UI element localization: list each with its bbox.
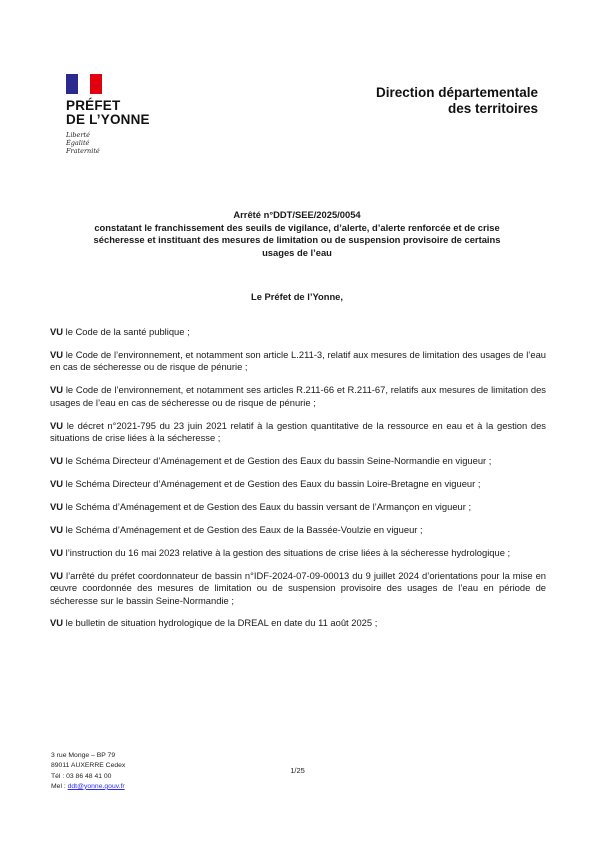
vu-item [50,420,546,445]
vu-text: l’instruction du 16 mai 2023 relative à la gestion des situations de crise liées à la sécheresse hydrologique ; [63,546,511,558]
prefet-logo [66,74,176,155]
vu-prefix: VU [50,477,64,489]
vu-prefix: VU [50,569,64,581]
vu-item [50,384,546,409]
vu-prefix: VU [50,326,64,337]
arrete-ref: Arrêté n°DDT/SEE/2025/0054 [233,209,361,220]
vu-text: le Schéma d’Aménagement et de Gestion des Eaux de la Bassée-Voulzie en vigueur ; [63,523,423,535]
arrete-title [50,209,544,259]
vu-text: le Code de la santé publique ; [63,326,190,337]
vu-text: le Schéma Directeur d’Aménagement et de Gestion des Eaux du bassin Seine-Normandie en vigueur ; [63,455,492,467]
arrete-subject-line1: constatant le franchissement des seuils de vigilance, d’alerte, d’alerte renforcée et de crise [94,221,500,233]
marianne-flag-icon [66,74,102,94]
vu-prefix: VU [50,384,64,396]
vu-text: le Schéma Directeur d’Aménagement et de Gestion des Eaux du bassin Loire-Bretagne en vigueur ; [63,477,481,489]
motto-liberte: Liberté [66,131,90,139]
arrete-subject-line2: sécheresse et instituant des mesures de limitation ou de suspension provisoire de certains [93,234,501,245]
vu-text: le Code de l’environnement, et notamment son article L.211-3, relatif aux mesures de limitation des usages de l’eau en cas de sécheresse ou de risque de pénurie ; [50,348,546,373]
vu-prefix: VU [50,348,64,360]
footer-phone: Tél : 03 86 48 41 00 [51,772,112,780]
vu-item [50,478,546,491]
motto-egalite: Égalité [66,139,90,147]
prefet-heading: Le Préfet de l’Yonne, [250,291,344,302]
vu-item [50,617,546,630]
footer-mail [51,782,125,792]
vu-prefix: VU [50,419,64,431]
page-number: 1/25 [290,766,305,775]
direction-title [376,85,538,117]
vu-text: l’arrêté du préfet coordonnateur de bassin n°IDF-2024-07-09-00013 du 9 juillet 2024 d’orientations pour la mise en œuvre coordonnée des mesures de limitation ou de suspension provisoire des usages de l’eau en période de sécheresse sur le bassin Seine-Normandie ; [50,569,546,606]
vu-item [50,349,546,374]
vu-prefix: VU [50,500,64,512]
footer-address-line1: 3 rue Monge – BP 79 [51,752,116,759]
vu-text: le bulletin de situation hydrologique de la DREAL en date du 11 août 2025 ; [63,617,378,629]
vu-item [50,547,546,560]
logo-text [66,99,176,127]
vu-item [50,570,546,608]
vu-text: le décret n°2021-795 du 23 juin 2021 relatif à la gestion quantitative de la ressource en eau et à la gestion des situations de crise liées à la sécheresse ; [50,419,546,444]
direction-line1: Direction départementale [375,85,538,100]
arrete-subject-line3: usages de l’eau [262,246,332,258]
logo-motto [66,131,176,155]
vu-item [50,501,546,514]
vu-text: le Code de l’environnement, et notamment ses articles R.211-66 et R.211-67, relatifs aux mesures de limitation des usages de l’eau en cas de sécheresse ou de risque de pénurie ; [50,384,546,408]
vu-item [50,524,546,537]
motto-fraternite: Fraternité [66,147,100,155]
footer-address-line2: 89011 AUXERRE Cedex [51,762,126,770]
vu-prefix: VU [50,455,64,467]
vu-item [50,455,546,468]
vu-prefix: VU [50,617,64,629]
vu-list [50,326,546,640]
vu-prefix: VU [50,523,64,535]
logo-line2: DE L’YONNE [66,112,150,127]
vu-text: le Schéma d’Aménagement et de Gestion des Eaux du bassin versant de l’Armançon en vigueur ; [63,500,472,512]
logo-line1: PRÉFET [66,98,121,113]
footer-mail-label: Mel : [51,782,68,790]
vu-prefix: VU [50,546,64,558]
direction-line2: des territoires [447,101,538,116]
footer-mail-link[interactable]: ddt@yonne.gouv.fr [67,782,125,790]
vu-item [50,326,546,339]
